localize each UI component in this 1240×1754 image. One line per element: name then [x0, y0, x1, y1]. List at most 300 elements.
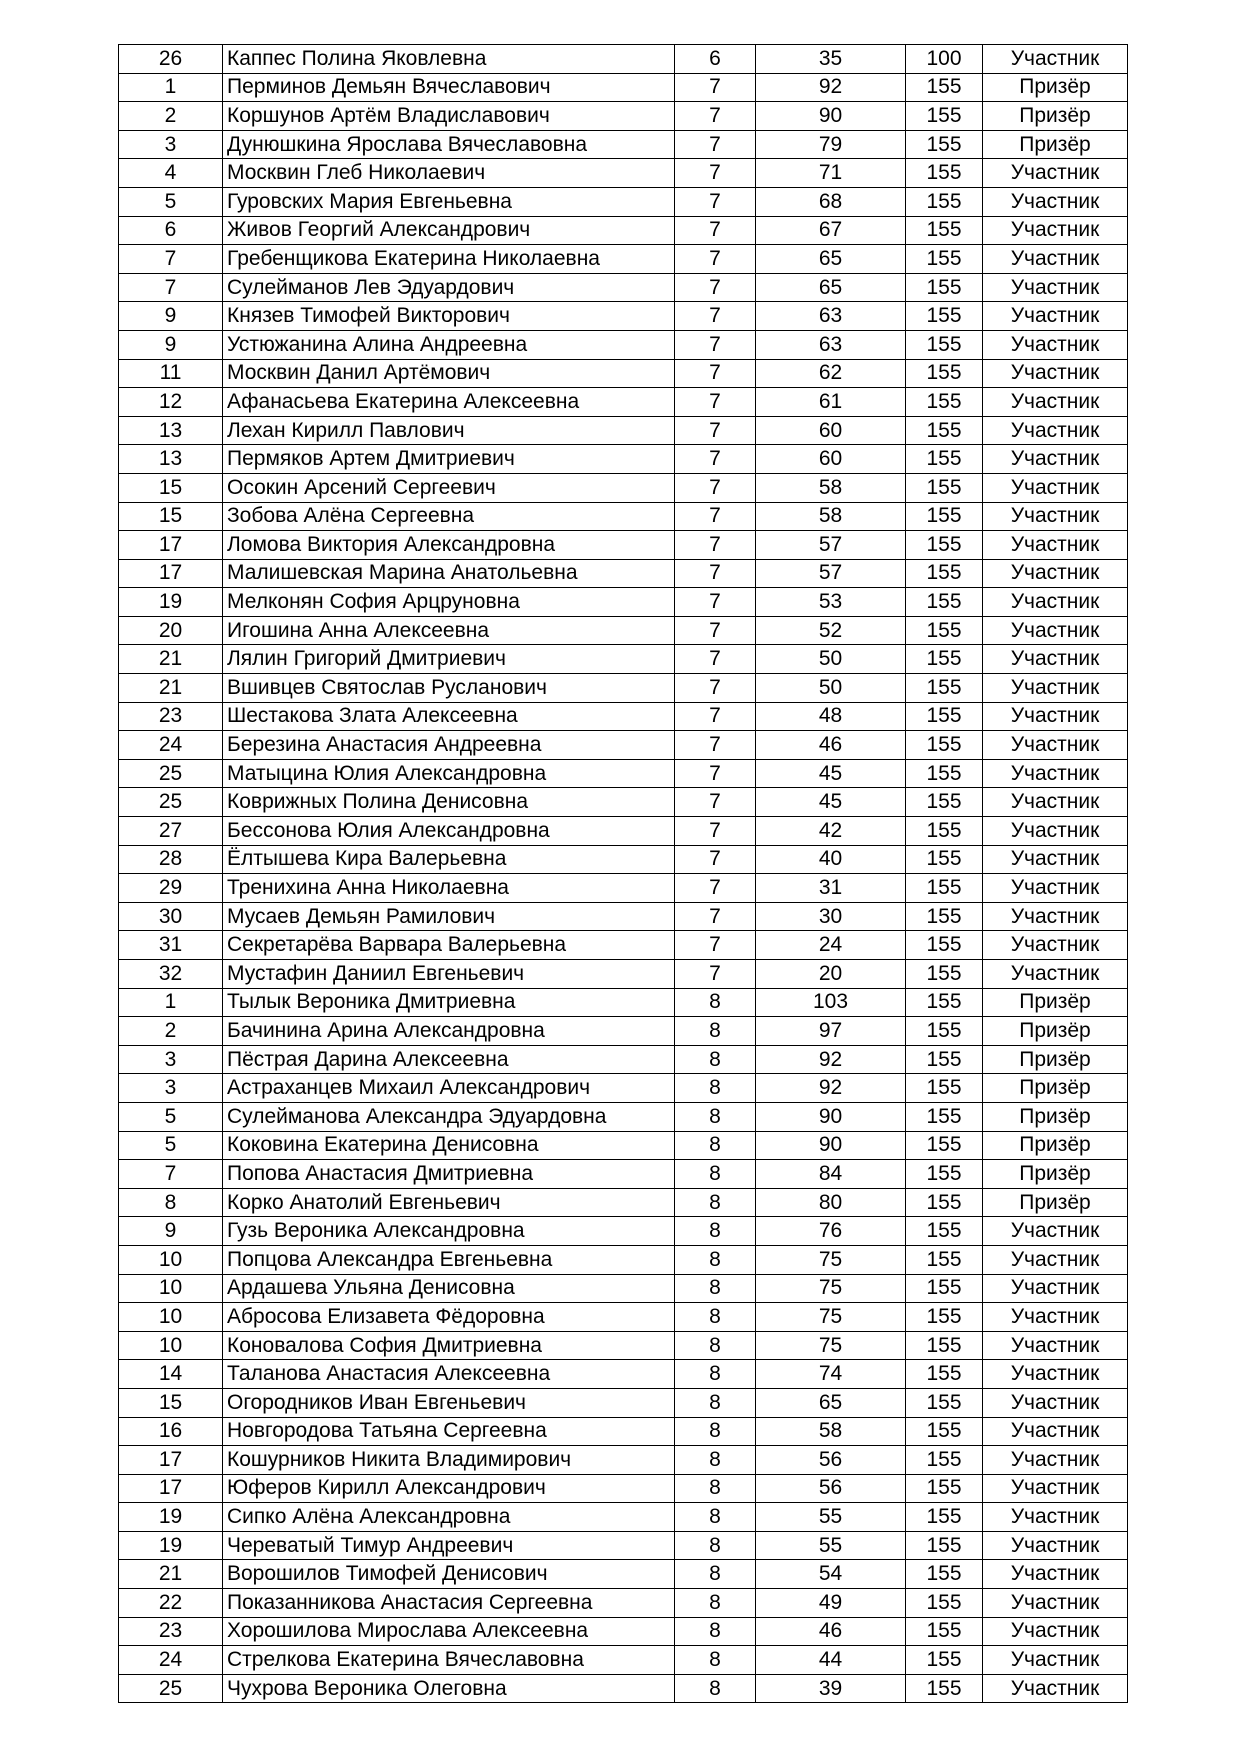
score-cell: 103: [756, 988, 906, 1017]
status-cell: Участник: [983, 1331, 1128, 1360]
max-score-cell: 155: [906, 674, 983, 703]
rank-cell: 9: [119, 1217, 223, 1246]
table-row: [119, 674, 1128, 703]
table-row: [119, 1017, 1128, 1046]
score-cell: 50: [756, 674, 906, 703]
status-cell: Участник: [983, 445, 1128, 474]
max-score-cell: 155: [906, 1045, 983, 1074]
max-score-cell: 155: [906, 245, 983, 274]
participant-name-cell: Попова Анастасия Дмитриевна: [223, 1160, 675, 1189]
status-cell: Участник: [983, 216, 1128, 245]
max-score-cell: 155: [906, 874, 983, 903]
status-cell: Участник: [983, 473, 1128, 502]
rank-cell: 1: [119, 73, 223, 102]
rank-cell: 32: [119, 960, 223, 989]
score-cell: 68: [756, 187, 906, 216]
max-score-cell: 155: [906, 130, 983, 159]
score-cell: 55: [756, 1503, 906, 1532]
rank-cell: 5: [119, 1102, 223, 1131]
status-cell: Участник: [983, 330, 1128, 359]
table-row: [119, 1674, 1128, 1703]
table-row: [119, 330, 1128, 359]
rank-cell: 2: [119, 102, 223, 131]
grade-cell: 8: [675, 1646, 756, 1675]
rank-cell: 4: [119, 159, 223, 188]
max-score-cell: 155: [906, 788, 983, 817]
rank-cell: 7: [119, 273, 223, 302]
table-row: [119, 531, 1128, 560]
table-row: [119, 1217, 1128, 1246]
table-row: [119, 1446, 1128, 1475]
status-cell: Участник: [983, 531, 1128, 560]
grade-cell: 8: [675, 1560, 756, 1589]
rank-cell: 7: [119, 1160, 223, 1189]
score-cell: 46: [756, 1617, 906, 1646]
rank-cell: 25: [119, 1674, 223, 1703]
max-score-cell: 155: [906, 1646, 983, 1675]
status-cell: Призёр: [983, 1074, 1128, 1103]
rank-cell: 10: [119, 1245, 223, 1274]
grade-cell: 7: [675, 130, 756, 159]
max-score-cell: 155: [906, 759, 983, 788]
rank-cell: 13: [119, 416, 223, 445]
participant-name-cell: Перминов Демьян Вячеславович: [223, 73, 675, 102]
participant-name-cell: Кошурников Никита Владимирович: [223, 1446, 675, 1475]
status-cell: Участник: [983, 273, 1128, 302]
rank-cell: 3: [119, 1045, 223, 1074]
grade-cell: 8: [675, 1617, 756, 1646]
grade-cell: 7: [675, 73, 756, 102]
rank-cell: 19: [119, 1531, 223, 1560]
status-cell: Участник: [983, 1245, 1128, 1274]
status-cell: Участник: [983, 1617, 1128, 1646]
status-cell: Участник: [983, 1388, 1128, 1417]
table-row: [119, 1617, 1128, 1646]
participant-name-cell: Секретарёва Варвара Валерьевна: [223, 931, 675, 960]
rank-cell: 28: [119, 845, 223, 874]
rank-cell: 17: [119, 559, 223, 588]
max-score-cell: 155: [906, 473, 983, 502]
status-cell: Участник: [983, 1474, 1128, 1503]
status-cell: Участник: [983, 674, 1128, 703]
status-cell: Участник: [983, 845, 1128, 874]
grade-cell: 7: [675, 931, 756, 960]
participant-name-cell: Чухрова Вероника Олеговна: [223, 1674, 675, 1703]
status-cell: Участник: [983, 1360, 1128, 1389]
grade-cell: 8: [675, 1188, 756, 1217]
max-score-cell: 155: [906, 359, 983, 388]
table-row: [119, 902, 1128, 931]
score-cell: 90: [756, 1131, 906, 1160]
table-row: [119, 616, 1128, 645]
status-cell: Участник: [983, 1274, 1128, 1303]
score-cell: 97: [756, 1017, 906, 1046]
status-cell: Участник: [983, 1446, 1128, 1475]
participant-name-cell: Хорошилова Мирослава Алексеевна: [223, 1617, 675, 1646]
status-cell: Участник: [983, 616, 1128, 645]
table-row: [119, 1303, 1128, 1332]
max-score-cell: 155: [906, 645, 983, 674]
participant-name-cell: Попцова Александра Евгеньевна: [223, 1245, 675, 1274]
max-score-cell: 155: [906, 1531, 983, 1560]
table-row: [119, 845, 1128, 874]
grade-cell: 8: [675, 1331, 756, 1360]
grade-cell: 7: [675, 102, 756, 131]
status-cell: Призёр: [983, 1045, 1128, 1074]
status-cell: Участник: [983, 1589, 1128, 1618]
table-row: [119, 759, 1128, 788]
grade-cell: 7: [675, 273, 756, 302]
score-cell: 42: [756, 817, 906, 846]
score-cell: 45: [756, 759, 906, 788]
max-score-cell: 155: [906, 1674, 983, 1703]
score-cell: 31: [756, 874, 906, 903]
participant-name-cell: Мелконян София Арцруновна: [223, 588, 675, 617]
max-score-cell: 155: [906, 273, 983, 302]
table-row: [119, 1274, 1128, 1303]
score-cell: 48: [756, 702, 906, 731]
grade-cell: 8: [675, 1245, 756, 1274]
status-cell: Участник: [983, 1560, 1128, 1589]
rank-cell: 3: [119, 1074, 223, 1103]
participant-name-cell: Устюжанина Алина Андреевна: [223, 330, 675, 359]
table-row: [119, 1074, 1128, 1103]
rank-cell: 23: [119, 1617, 223, 1646]
status-cell: Призёр: [983, 73, 1128, 102]
participant-name-cell: Пёстрая Дарина Алексеевна: [223, 1045, 675, 1074]
status-cell: Участник: [983, 702, 1128, 731]
status-cell: Участник: [983, 245, 1128, 274]
max-score-cell: 155: [906, 1274, 983, 1303]
participant-name-cell: Гузь Вероника Александровна: [223, 1217, 675, 1246]
max-score-cell: 155: [906, 1474, 983, 1503]
table-row: [119, 359, 1128, 388]
score-cell: 55: [756, 1531, 906, 1560]
rank-cell: 10: [119, 1303, 223, 1332]
rank-cell: 5: [119, 1131, 223, 1160]
grade-cell: 7: [675, 759, 756, 788]
status-cell: Участник: [983, 1303, 1128, 1332]
status-cell: Призёр: [983, 102, 1128, 131]
score-cell: 75: [756, 1274, 906, 1303]
status-cell: Участник: [983, 559, 1128, 588]
status-cell: Призёр: [983, 1131, 1128, 1160]
grade-cell: 7: [675, 559, 756, 588]
participant-name-cell: Вшивцев Святослав Русланович: [223, 674, 675, 703]
participant-name-cell: Бачинина Арина Александровна: [223, 1017, 675, 1046]
participant-name-cell: Каппес Полина Яковлевна: [223, 45, 675, 74]
table-row: [119, 1131, 1128, 1160]
max-score-cell: 155: [906, 73, 983, 102]
max-score-cell: 155: [906, 1017, 983, 1046]
table-row: [119, 1188, 1128, 1217]
participant-name-cell: Ёлтышева Кира Валерьевна: [223, 845, 675, 874]
table-row: [119, 1417, 1128, 1446]
participant-name-cell: Коршунов Артём Владиславович: [223, 102, 675, 131]
table-row: [119, 445, 1128, 474]
table-row: [119, 1531, 1128, 1560]
max-score-cell: 155: [906, 559, 983, 588]
status-cell: Участник: [983, 874, 1128, 903]
grade-cell: 7: [675, 245, 756, 274]
score-cell: 61: [756, 388, 906, 417]
grade-cell: 7: [675, 645, 756, 674]
status-cell: Участник: [983, 45, 1128, 74]
status-cell: Участник: [983, 416, 1128, 445]
status-cell: Призёр: [983, 1160, 1128, 1189]
rank-cell: 10: [119, 1274, 223, 1303]
table-row: [119, 1474, 1128, 1503]
grade-cell: 8: [675, 1388, 756, 1417]
rank-cell: 11: [119, 359, 223, 388]
participant-name-cell: Тылык Вероника Дмитриевна: [223, 988, 675, 1017]
status-cell: Участник: [983, 302, 1128, 331]
grade-cell: 7: [675, 702, 756, 731]
status-cell: Участник: [983, 731, 1128, 760]
table-row: [119, 273, 1128, 302]
max-score-cell: 155: [906, 302, 983, 331]
participant-name-cell: Шестакова Злата Алексеевна: [223, 702, 675, 731]
table-row: [119, 1388, 1128, 1417]
grade-cell: 7: [675, 874, 756, 903]
score-cell: 40: [756, 845, 906, 874]
max-score-cell: 155: [906, 817, 983, 846]
max-score-cell: 155: [906, 902, 983, 931]
grade-cell: 8: [675, 1474, 756, 1503]
status-cell: Участник: [983, 931, 1128, 960]
status-cell: Участник: [983, 1646, 1128, 1675]
max-score-cell: 155: [906, 187, 983, 216]
participant-name-cell: Москвин Глеб Николаевич: [223, 159, 675, 188]
table-row: [119, 731, 1128, 760]
table-row: [119, 159, 1128, 188]
rank-cell: 17: [119, 1474, 223, 1503]
grade-cell: 8: [675, 988, 756, 1017]
participant-name-cell: Мустафин Даниил Евгеньевич: [223, 960, 675, 989]
rank-cell: 22: [119, 1589, 223, 1618]
score-cell: 30: [756, 902, 906, 931]
rank-cell: 5: [119, 187, 223, 216]
grade-cell: 7: [675, 902, 756, 931]
grade-cell: 7: [675, 187, 756, 216]
max-score-cell: 155: [906, 445, 983, 474]
rank-cell: 21: [119, 1560, 223, 1589]
participant-name-cell: Стрелкова Екатерина Вячеславовна: [223, 1646, 675, 1675]
max-score-cell: 155: [906, 845, 983, 874]
status-cell: Участник: [983, 1674, 1128, 1703]
table-row: [119, 1102, 1128, 1131]
grade-cell: 7: [675, 531, 756, 560]
max-score-cell: 155: [906, 1503, 983, 1532]
score-cell: 80: [756, 1188, 906, 1217]
max-score-cell: 155: [906, 216, 983, 245]
table-row: [119, 788, 1128, 817]
table-row: [119, 245, 1128, 274]
grade-cell: 8: [675, 1160, 756, 1189]
status-cell: Участник: [983, 788, 1128, 817]
table-row: [119, 559, 1128, 588]
max-score-cell: 155: [906, 1160, 983, 1189]
participant-name-cell: Астраханцев Михаил Александрович: [223, 1074, 675, 1103]
table-row: [119, 1589, 1128, 1618]
status-cell: Участник: [983, 817, 1128, 846]
score-cell: 90: [756, 1102, 906, 1131]
rank-cell: 2: [119, 1017, 223, 1046]
table-row: [119, 187, 1128, 216]
score-cell: 75: [756, 1331, 906, 1360]
score-cell: 92: [756, 1074, 906, 1103]
table-row: [119, 702, 1128, 731]
grade-cell: 7: [675, 302, 756, 331]
rank-cell: 12: [119, 388, 223, 417]
max-score-cell: 155: [906, 702, 983, 731]
participant-name-cell: Осокин Арсений Сергеевич: [223, 473, 675, 502]
score-cell: 65: [756, 245, 906, 274]
status-cell: Участник: [983, 187, 1128, 216]
status-cell: Призёр: [983, 1102, 1128, 1131]
rank-cell: 8: [119, 1188, 223, 1217]
status-cell: Участник: [983, 1503, 1128, 1532]
score-cell: 58: [756, 502, 906, 531]
max-score-cell: 155: [906, 416, 983, 445]
table-row: [119, 588, 1128, 617]
rank-cell: 19: [119, 1503, 223, 1532]
table-row: [119, 817, 1128, 846]
max-score-cell: 100: [906, 45, 983, 74]
max-score-cell: 155: [906, 1589, 983, 1618]
participant-name-cell: Пермяков Артем Дмитриевич: [223, 445, 675, 474]
grade-cell: 7: [675, 473, 756, 502]
participant-name-cell: Корко Анатолий Евгеньевич: [223, 1188, 675, 1217]
status-cell: Участник: [983, 388, 1128, 417]
grade-cell: 8: [675, 1589, 756, 1618]
max-score-cell: 155: [906, 330, 983, 359]
grade-cell: 7: [675, 159, 756, 188]
score-cell: 53: [756, 588, 906, 617]
score-cell: 75: [756, 1303, 906, 1332]
table-row: [119, 960, 1128, 989]
table-row: [119, 988, 1128, 1017]
participant-name-cell: Таланова Анастасия Алексеевна: [223, 1360, 675, 1389]
participant-name-cell: Череватый Тимур Андреевич: [223, 1531, 675, 1560]
participant-name-cell: Абросова Елизавета Фёдоровна: [223, 1303, 675, 1332]
score-cell: 92: [756, 73, 906, 102]
rank-cell: 27: [119, 817, 223, 846]
rank-cell: 25: [119, 759, 223, 788]
score-cell: 63: [756, 302, 906, 331]
grade-cell: 8: [675, 1217, 756, 1246]
participant-name-cell: Гребенщикова Екатерина Николаевна: [223, 245, 675, 274]
results-table: [118, 44, 1128, 1703]
rank-cell: 17: [119, 531, 223, 560]
status-cell: Призёр: [983, 1017, 1128, 1046]
max-score-cell: 155: [906, 988, 983, 1017]
max-score-cell: 155: [906, 502, 983, 531]
max-score-cell: 155: [906, 1131, 983, 1160]
status-cell: Участник: [983, 645, 1128, 674]
grade-cell: 7: [675, 388, 756, 417]
rank-cell: 21: [119, 645, 223, 674]
table-row: [119, 388, 1128, 417]
rank-cell: 29: [119, 874, 223, 903]
table-row: [119, 1646, 1128, 1675]
table-row: [119, 1045, 1128, 1074]
participant-name-cell: Коковина Екатерина Денисовна: [223, 1131, 675, 1160]
score-cell: 44: [756, 1646, 906, 1675]
status-cell: Призёр: [983, 1188, 1128, 1217]
grade-cell: 8: [675, 1303, 756, 1332]
rank-cell: 15: [119, 1388, 223, 1417]
participant-name-cell: Бессонова Юлия Александровна: [223, 817, 675, 846]
grade-cell: 7: [675, 359, 756, 388]
grade-cell: 7: [675, 845, 756, 874]
max-score-cell: 155: [906, 159, 983, 188]
max-score-cell: 155: [906, 1245, 983, 1274]
grade-cell: 8: [675, 1131, 756, 1160]
score-cell: 60: [756, 416, 906, 445]
grade-cell: 7: [675, 502, 756, 531]
status-cell: Участник: [983, 902, 1128, 931]
rank-cell: 19: [119, 588, 223, 617]
score-cell: 54: [756, 1560, 906, 1589]
status-cell: Участник: [983, 960, 1128, 989]
participant-name-cell: Матыцина Юлия Александровна: [223, 759, 675, 788]
grade-cell: 7: [675, 616, 756, 645]
status-cell: Участник: [983, 588, 1128, 617]
grade-cell: 7: [675, 588, 756, 617]
rank-cell: 1: [119, 988, 223, 1017]
grade-cell: 8: [675, 1417, 756, 1446]
grade-cell: 8: [675, 1274, 756, 1303]
participant-name-cell: Князев Тимофей Викторович: [223, 302, 675, 331]
score-cell: 39: [756, 1674, 906, 1703]
participant-name-cell: Сулейманова Александра Эдуардовна: [223, 1102, 675, 1131]
score-cell: 62: [756, 359, 906, 388]
participant-name-cell: Афанасьева Екатерина Алексеевна: [223, 388, 675, 417]
rank-cell: 3: [119, 130, 223, 159]
score-cell: 74: [756, 1360, 906, 1389]
score-cell: 75: [756, 1245, 906, 1274]
grade-cell: 8: [675, 1045, 756, 1074]
max-score-cell: 155: [906, 1074, 983, 1103]
max-score-cell: 155: [906, 731, 983, 760]
max-score-cell: 155: [906, 1102, 983, 1131]
table-row: [119, 473, 1128, 502]
participant-name-cell: Коврижных Полина Денисовна: [223, 788, 675, 817]
grade-cell: 8: [675, 1102, 756, 1131]
score-cell: 79: [756, 130, 906, 159]
max-score-cell: 155: [906, 616, 983, 645]
participant-name-cell: Показанникова Анастасия Сергеевна: [223, 1589, 675, 1618]
max-score-cell: 155: [906, 1331, 983, 1360]
rank-cell: 10: [119, 1331, 223, 1360]
rank-cell: 31: [119, 931, 223, 960]
participant-name-cell: Огородников Иван Евгеньевич: [223, 1388, 675, 1417]
score-cell: 58: [756, 1417, 906, 1446]
participant-name-cell: Сулейманов Лев Эдуардович: [223, 273, 675, 302]
rank-cell: 7: [119, 245, 223, 274]
rank-cell: 13: [119, 445, 223, 474]
score-cell: 90: [756, 102, 906, 131]
status-cell: Участник: [983, 1531, 1128, 1560]
score-cell: 24: [756, 931, 906, 960]
score-cell: 20: [756, 960, 906, 989]
grade-cell: 7: [675, 674, 756, 703]
max-score-cell: 155: [906, 1360, 983, 1389]
score-cell: 65: [756, 273, 906, 302]
table-row: [119, 1560, 1128, 1589]
score-cell: 50: [756, 645, 906, 674]
